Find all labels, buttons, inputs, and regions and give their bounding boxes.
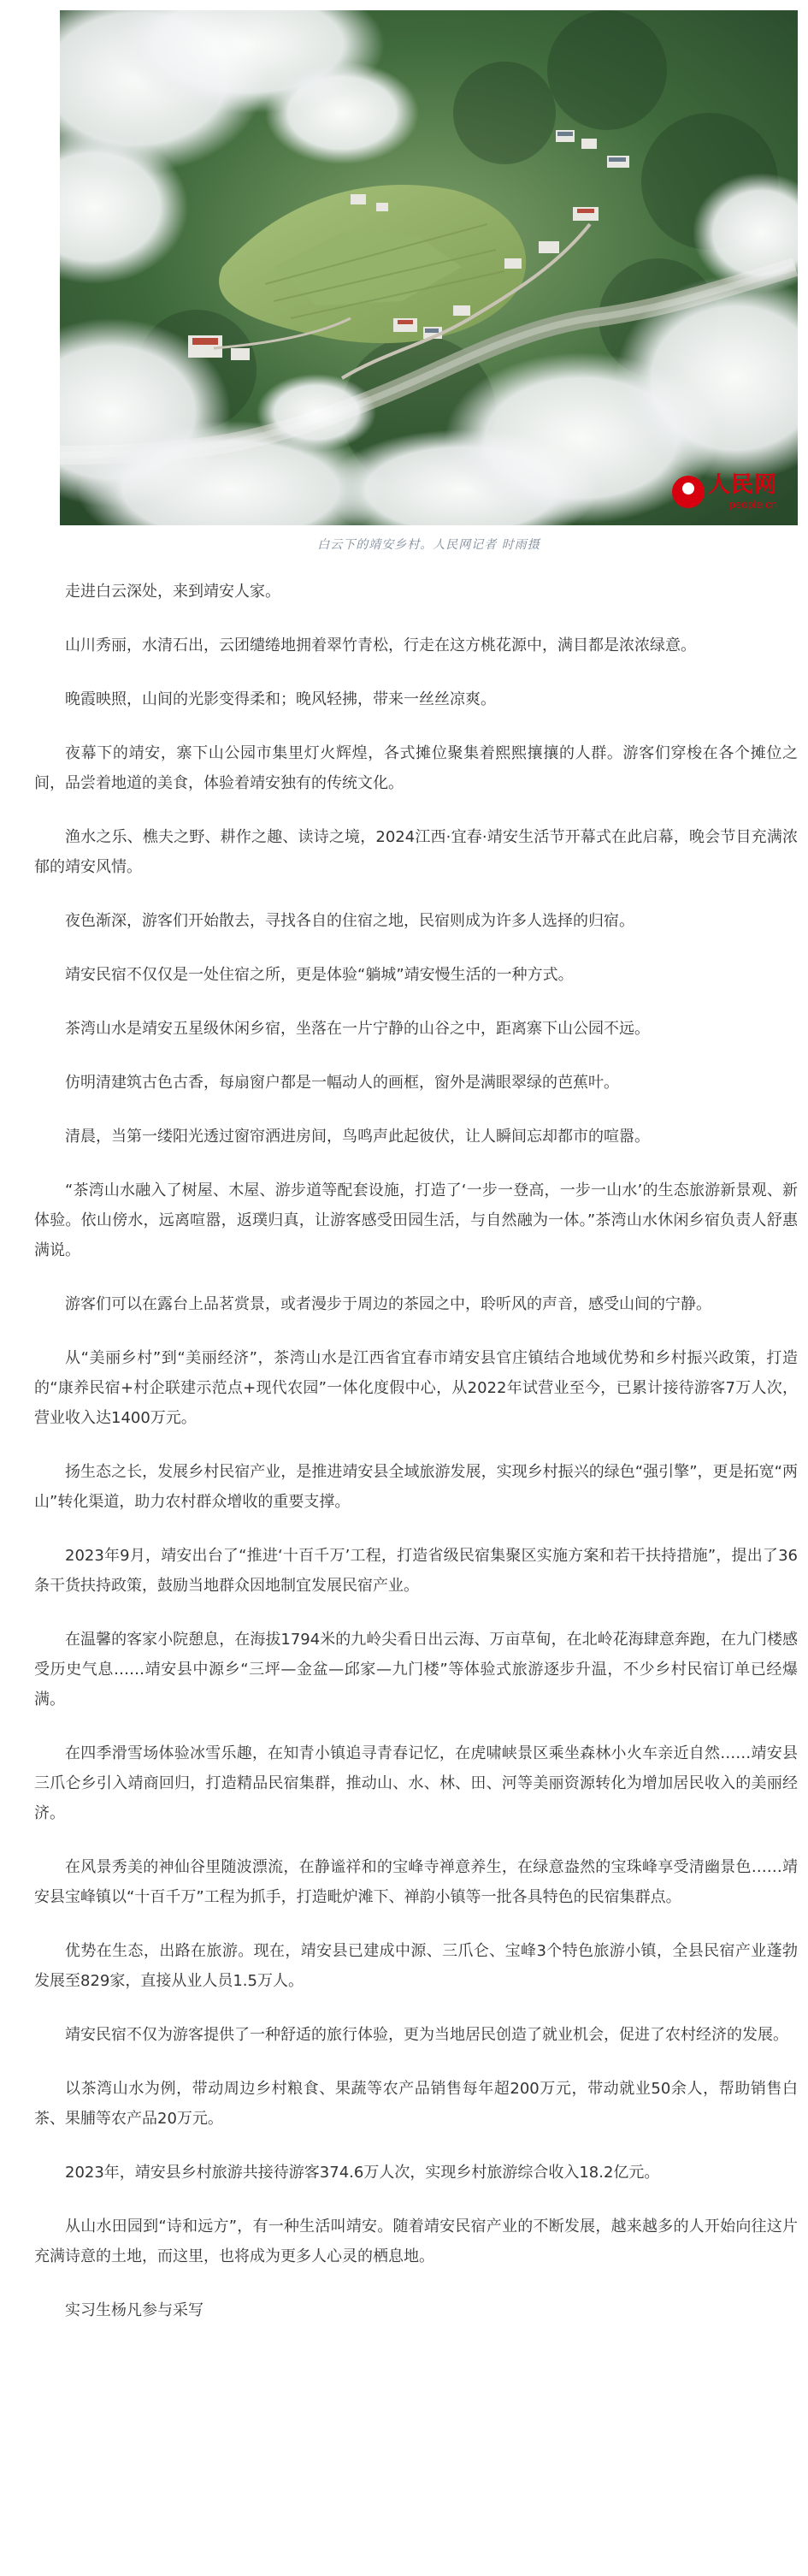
article-body	[34, 577, 798, 2325]
paragraph: 夜幕下的靖安，寨下山公园市集里灯火辉煌，各式摊位聚集着熙熙攘攘的人群。游客们穿梭在各个摊位之间，品尝着地道的美食，体验着靖安独有的传统文化。	[34, 744, 798, 792]
paragraph: 2023年9月，靖安出台了“推进‘十百千万’工程，打造省级民宿集聚区实施方案和若干扶持措施”，提出了36条干货扶持政策，鼓励当地群众因地制宜发展民宿产业。	[34, 1547, 798, 1595]
logo-chinese-text: 人民网	[707, 472, 777, 498]
article-page	[0, 10, 808, 2576]
paragraph: 从山水田园到“诗和远方”，有一种生活叫靖安。随着靖安民宿产业的不断发展，越来越多的人开始向往这片充满诗意的土地，而这里，也将成为更多人心灵的栖息地。	[34, 2218, 798, 2265]
aerial-village-image	[60, 10, 798, 525]
paragraph: “茶湾山水融入了树屋、木屋、游步道等配套设施，打造了‘一步一登高，一步一山水’的生态旅游新景观、新体验。依山傍水，远离喧嚣，返璞归真，让游客感受田园生活，与自然融为一体。”茶湾山水休闲乡宿负责人舒惠满说。	[34, 1181, 798, 1259]
paragraph: 走进白云深处，来到靖安人家。	[65, 583, 280, 601]
people-cn-logo-mark	[672, 476, 705, 508]
author-credit: 实习生杨凡参与采写	[65, 2301, 203, 2319]
people-cn-logo	[672, 474, 777, 510]
paragraph: 清晨，当第一缕阳光透过窗帘洒进房间，鸟鸣声此起彼伏，让人瞬间忘却都市的喧嚣。	[65, 1128, 650, 1146]
paragraph: 晚霞映照，山间的光影变得柔和；晚风轻拂，带来一丝丝凉爽。	[65, 690, 496, 708]
paragraph: 靖安民宿不仅为游客提供了一种舒适的旅行体验，更为当地居民创造了就业机会，促进了农村经济的发展。	[65, 2026, 788, 2044]
paragraph: 游客们可以在露台上品茗赏景，或者漫步于周边的茶园之中，聆听风的声音，感受山间的宁静。	[65, 1295, 711, 1313]
paragraph: 仿明清建筑古色古香，每扇窗户都是一幅动人的画框，窗外是满眼翠绿的芭蕉叶。	[65, 1074, 619, 1092]
paragraph: 优势在生态，出路在旅游。现在，靖安县已建成中源、三爪仑、宝峰3个特色旅游小镇，全县民宿产业蓬勃发展至829家，直接从业人员1.5万人。	[34, 1942, 798, 1990]
paragraph: 在温馨的客家小院憩息，在海拔1794米的九岭尖看日出云海、万亩草甸，在北岭花海肆意奔跑，在九门楼感受历史气息……靖安县中源乡“三坪—金盆—邱家—九门楼”等体验式旅游逐步升温，不少乡村民宿订单已经爆满。	[34, 1631, 798, 1708]
logo-english-text: people.cn	[728, 498, 777, 511]
paragraph: 山川秀丽，水清石出，云团缱绻地拥着翠竹青松，行走在这方桃花源中，满目都是浓浓绿意。	[65, 637, 696, 654]
paragraph: 茶湾山水是靖安五星级休闲乡宿，坐落在一片宁静的山谷之中，距离寨下山公园不远。	[65, 1020, 650, 1038]
paragraph: 靖安民宿不仅仅是一处住宿之所，更是体验“躺城”靖安慢生活的一种方式。	[65, 966, 574, 984]
paragraph: 2023年，靖安县乡村旅游共接待游客374.6万人次，实现乡村旅游综合收入18.2亿元。	[65, 2164, 660, 2182]
paragraph: 扬生态之长，发展乡村民宿产业，是推进靖安县全域旅游发展，实现乡村振兴的绿色“强引擎”，更是拓宽“两山”转化渠道，助力农村群众增收的重要支撑。	[34, 1463, 798, 1511]
paragraph: 夜色渐深，游客们开始散去，寻找各自的住宿之地，民宿则成为许多人选择的归宿。	[65, 912, 634, 930]
hero-photo	[60, 10, 798, 525]
paragraph: 渔水之乐、樵夫之野、耕作之趣、读诗之境，2024江西·宜春·靖安生活节开幕式在此启幕，晚会节目充满浓郁的靖安风情。	[34, 828, 798, 876]
paragraph: 从“美丽乡村”到“美丽经济”，茶湾山水是江西省宜春市靖安县官庄镇结合地域优势和乡村振兴政策，打造的“康养民宿+村企联建示范点+现代农园”一体化度假中心，从2022年试营业至今，已累计接待游客7万人次，营业收入达1400万元。	[34, 1349, 798, 1427]
paragraph: 在风景秀美的神仙谷里随波漂流，在静谧祥和的宝峰寺禅意养生，在绿意盎然的宝珠峰享受清幽景色……靖安县宝峰镇以“十百千万”工程为抓手，打造毗炉滩下、禅韵小镇等一批各具特色的民宿集群点。	[34, 1858, 798, 1906]
paragraph: 以茶湾山水为例，带动周边乡村粮食、果蔬等农产品销售每年超200万元，带动就业50余人，帮助销售白茶、果脯等农产品20万元。	[34, 2080, 798, 2128]
paragraph: 在四季滑雪场体验冰雪乐趣，在知青小镇追寻青春记忆，在虎啸峡景区乘坐森林小火车亲近自然……靖安县三爪仑乡引入靖商回归，打造精品民宿集群，推动山、水、林、田、河等美丽资源转化为增加居民收入的美丽经济。	[34, 1744, 798, 1822]
photo-caption: 白云下的靖安乡村。人民网记者 时雨摄	[317, 538, 540, 552]
